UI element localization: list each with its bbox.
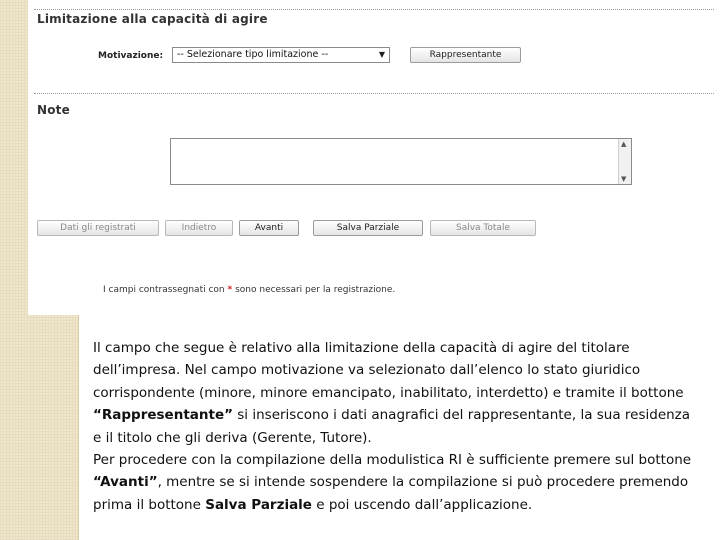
salva-parziale-button[interactable]: Salva Parziale [313,220,423,236]
avanti-button[interactable]: Avanti [239,220,299,236]
caption-paragraph-2 [93,449,693,516]
motivazione-select-value: -- Selezionare tipo limitazione -- [177,49,329,60]
salva-totale-button[interactable]: Salva Totale [430,220,536,236]
rappresentante-button[interactable]: Rappresentante [410,47,521,63]
required-star: * [227,285,233,295]
chevron-down-icon: ▼ [378,50,385,59]
caption-bold-run: Salva Parziale [205,496,312,513]
section-divider [34,93,714,94]
note-textarea[interactable] [170,138,632,185]
form-screenshot [28,0,720,312]
caption-paragraph-1 [93,337,693,449]
caption-text-run: Il campo che segue è relativo alla limitazione della capacità di agire del titolare dell’impresa. Nel campo motivazione va selezionato dall’elenco lo stato giuridico corrispondente (minore, minore emancipato, inabilitato, interdetto) e tramite il bottone [93,340,684,401]
scroll-down-icon[interactable]: ▼ [621,175,627,183]
required-fields-note [103,285,395,295]
motivazione-select[interactable] [172,47,390,63]
caption-bold-run: “Rappresentante” [93,407,233,424]
required-note-after: sono necessari per la registrazione. [235,285,396,295]
section-title: Limitazione alla capacità di agire [37,12,268,26]
caption-text [93,337,693,516]
caption-text-run: Per procedere con la compilazione della modulistica RI è sufficiente premere sul bottone [93,452,692,469]
required-note-before: I campi contrassegnati con [103,285,225,295]
motivazione-label: Motivazione: [98,51,164,61]
caption-text-run: e poi uscendo dall’applicazione. [311,496,533,513]
note-scrollbar[interactable] [618,139,631,184]
note-title: Note [37,103,70,117]
scroll-up-icon[interactable]: ▲ [621,140,627,148]
dati-registrati-button[interactable]: Dati gli registrati [37,220,159,236]
section-divider [34,9,714,10]
indietro-button[interactable]: Indietro [165,220,233,236]
caption-text-run: , mentre se si intende sospendere la compilazione si può procedere premendo prima il bottone [93,474,689,513]
decorative-side-panel [0,315,79,540]
caption-bold-run: “Avanti” [93,474,158,491]
caption-text-run: si inseriscono i dati anagrafici del rappresentante, la sua residenza e il titolo che gli deriva (Gerente, Tutore). [93,407,691,446]
